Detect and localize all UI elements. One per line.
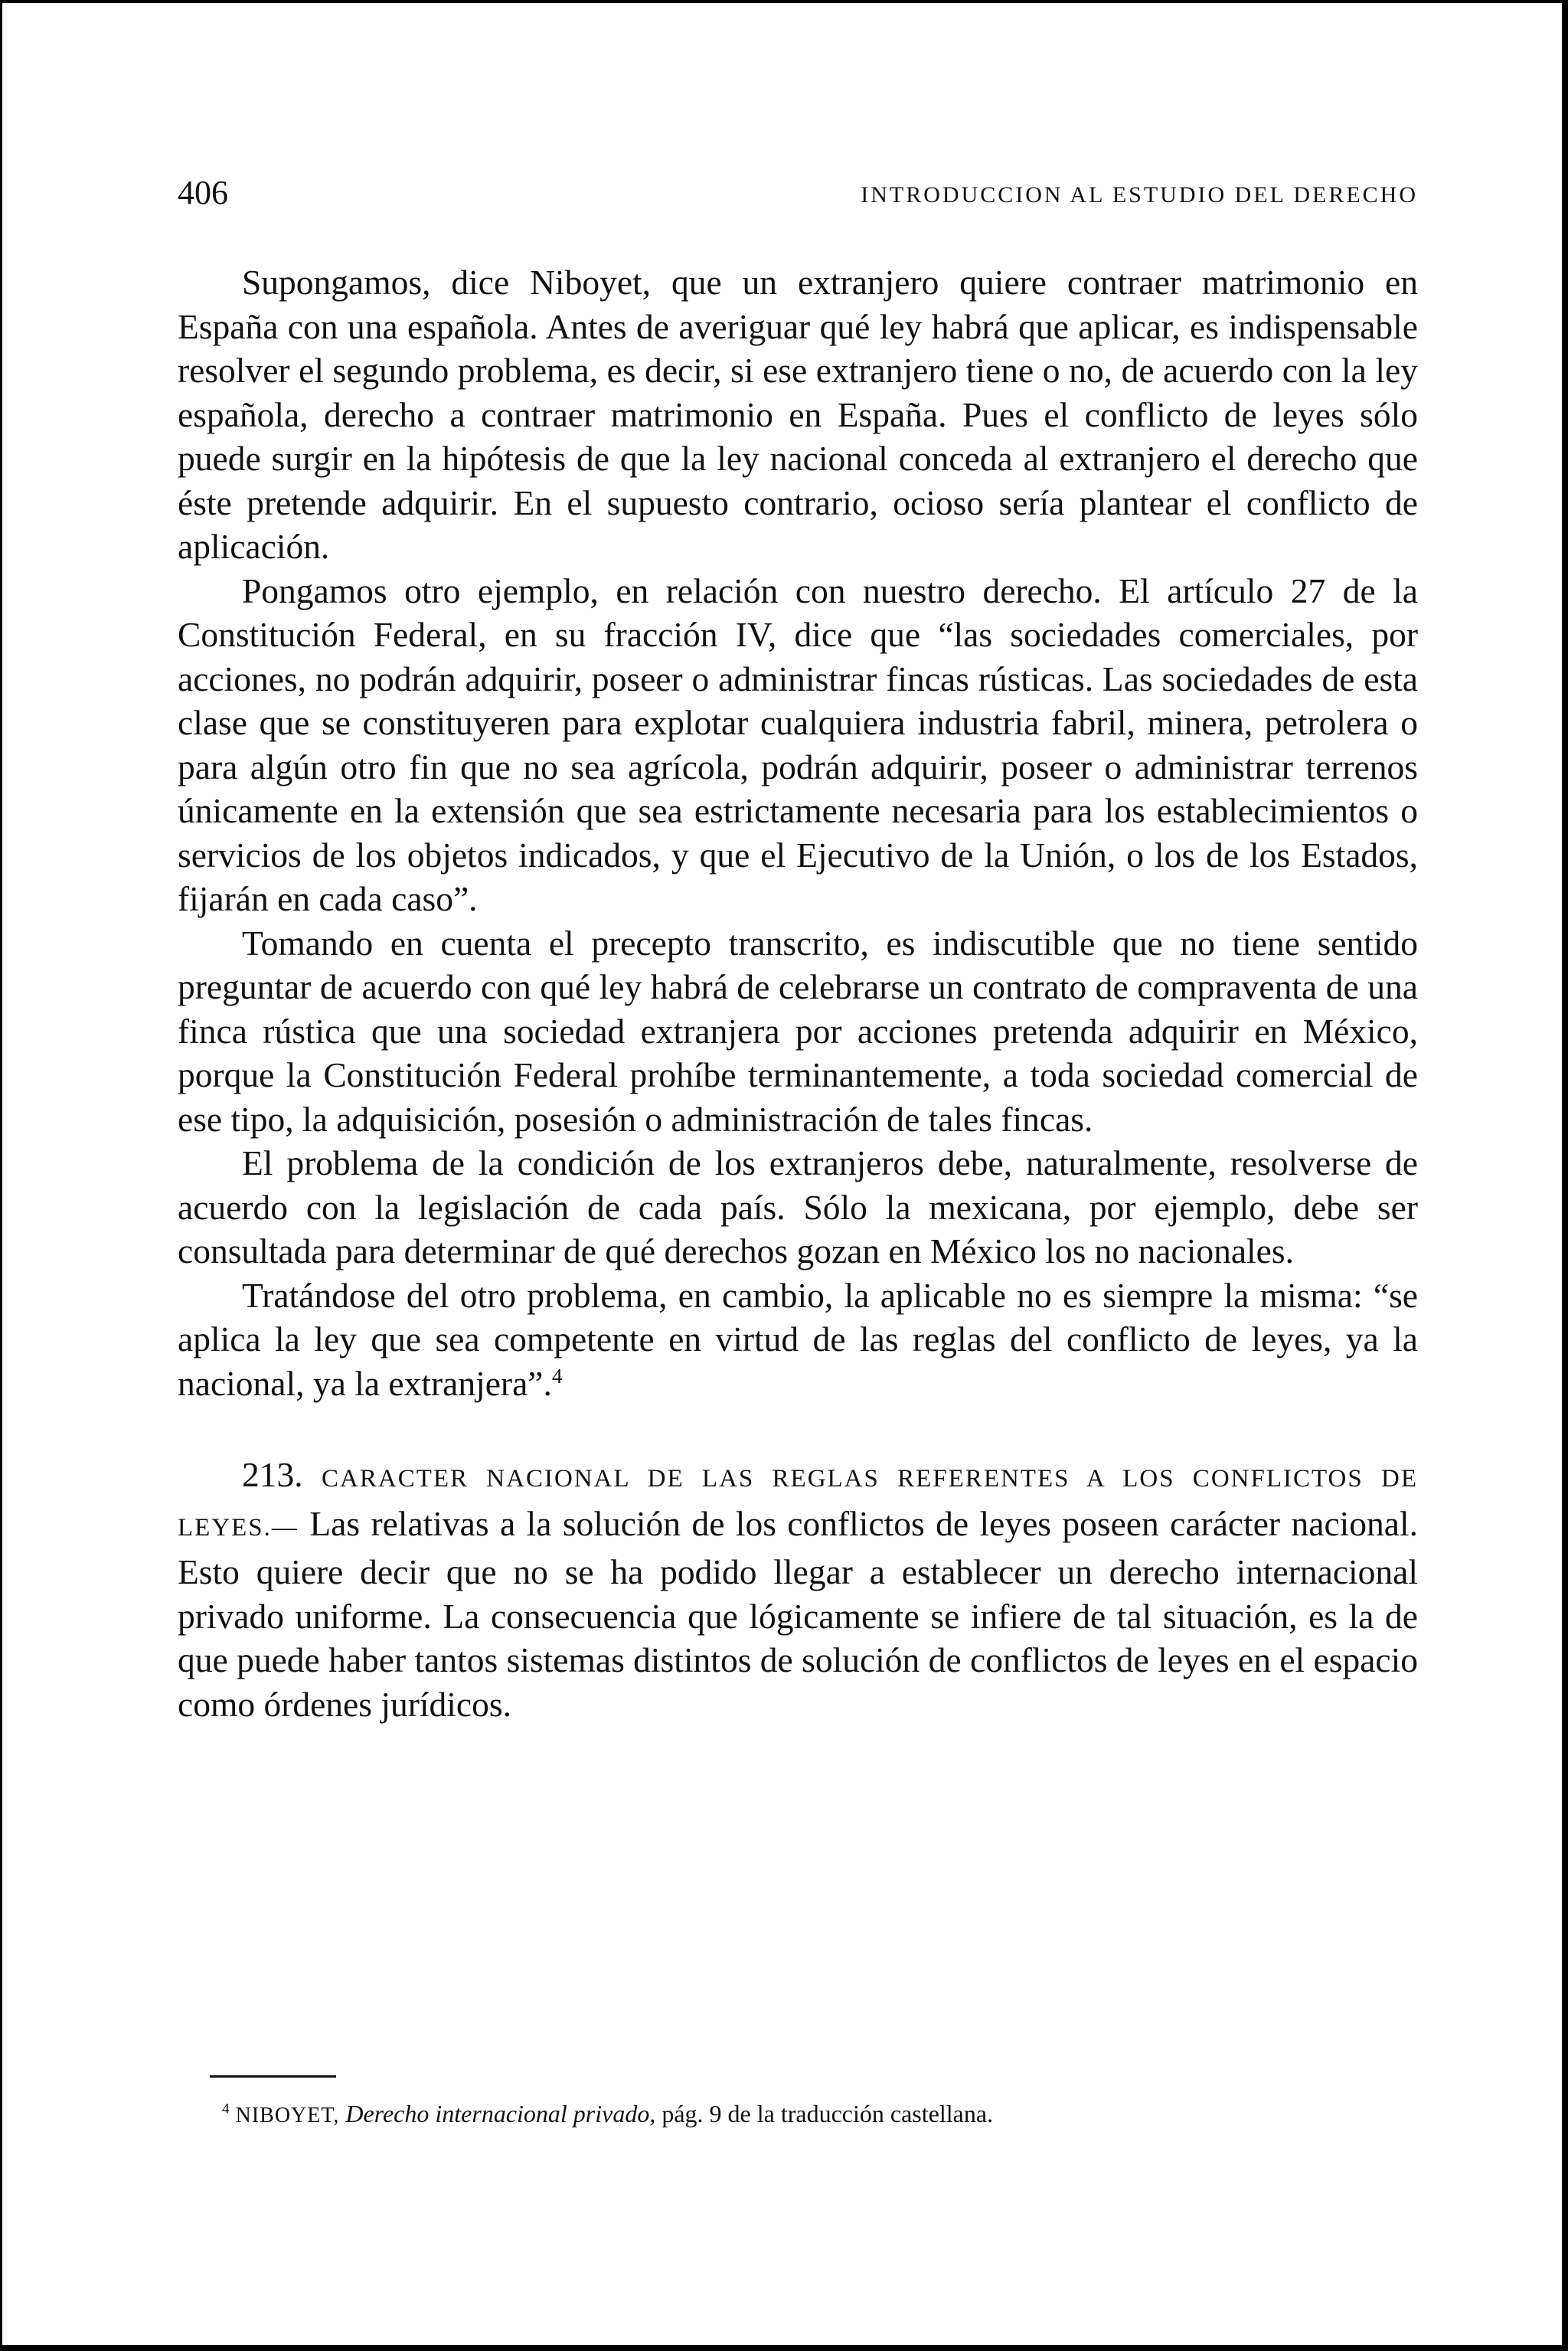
- paragraph-5: [178, 1274, 1418, 1406]
- paragraph-3: Tomando en cuenta el precepto transcrito, es indiscutible que no tiene sentido preguntar de acuerdo con qué ley habrá de celebrarse un contrato de compraventa de una finca rústica que una sociedad extranjera por acciones pretenda adquirir en México, porque la Constitución Federal prohíbe terminantemente, a toda sociedad comercial de ese tipo, la adquisición, posesión o administración de tales fincas.: [178, 923, 1418, 1139]
- footnote-rest: pág. 9 de la traducción castellana.: [662, 2100, 994, 2127]
- section-213: [178, 1453, 1418, 1726]
- body-text: [178, 260, 1418, 1726]
- section-title: CARACTER NACIONAL DE LAS REGLAS REFERENTES A LOS CONFLICTOS DE LEYES.—: [178, 1465, 1418, 1542]
- footnote-marker: 4: [222, 2101, 230, 2117]
- page-number: 406: [178, 174, 228, 211]
- running-head: [178, 170, 1418, 224]
- paragraph-1: Supongamos, dice Niboyet, que un extranjero quiere contraer matrimonio en España con una española. Antes de averiguar qué ley habrá que aplicar, es indispensable resolver el segundo problema, es decir, si ese extranjero tiene o no, de acuerdo con la ley española, derecho a contraer matrimonio en España. Pues el conflicto de leyes sólo puede surgir en la hipótesis de que la ley nacional conceda al extranjero el derecho que éste pretende adquirir. En el supuesto contrario, ocioso sería plantear el conflicto de aplicación.: [178, 263, 1418, 566]
- paragraph-5-text: Tratándose del otro problema, en cambio, la aplicable no es siempre la misma: “se aplica la ley que sea competente en virtud de las reglas del conflicto de leyes, ya la nacional, ya la extranjera”.: [178, 1275, 1418, 1403]
- footnote-author: NIBOYET,: [235, 2104, 340, 2127]
- running-title: INTRODUCCION AL ESTUDIO DEL DERECHO: [861, 182, 1418, 208]
- paragraph-4: El problema de la condición de los extranjeros debe, naturalmente, resolverse de acuerdo con la legislación de cada país. Sólo la mexicana, por ejemplo, debe ser consultada para determinar de qué derechos gozan en México los no nacionales.: [178, 1143, 1418, 1270]
- footnote-reference[interactable]: 4: [551, 1364, 563, 1388]
- paragraph-2: Pongamos otro ejemplo, en relación con nuestro derecho. El artículo 27 de la Constitución Federal, en su fracción IV, dice que “las sociedades comerciales, por acciones, no podrán adquirir, poseer o administrar fincas rústicas. Las sociedades de esta clase que se constituyeren para explotar cualquiera industria fabril, minera, petrolera o para algún otro fin que no sea agrícola, podrán adquirir, poseer o administrar terrenos únicamente en la extensión que sea estrictamente necesaria para los establecimientos o servicios de los objetos indicados, y que el Ejecutivo de la Unión, o los de los Estados, fijarán en cada caso”.: [178, 571, 1418, 918]
- section-text: Las relativas a la solución de los conflictos de leyes poseen carácter nacional. Esto quiere decir que no se ha podido llegar a establecer un derecho internacional privado uniforme. La consecuencia que lógicamente se infiere de tal situación, es la de que puede haber tantos sistemas distintos de solución de conflictos de leyes en el espacio como órdenes jurídicos.: [178, 1503, 1418, 1724]
- footnote-rule: [210, 2075, 336, 2078]
- section-number: 213.: [242, 1455, 303, 1494]
- footnote: [222, 2097, 1370, 2133]
- footnote-title: Derecho internacional privado,: [345, 2100, 656, 2127]
